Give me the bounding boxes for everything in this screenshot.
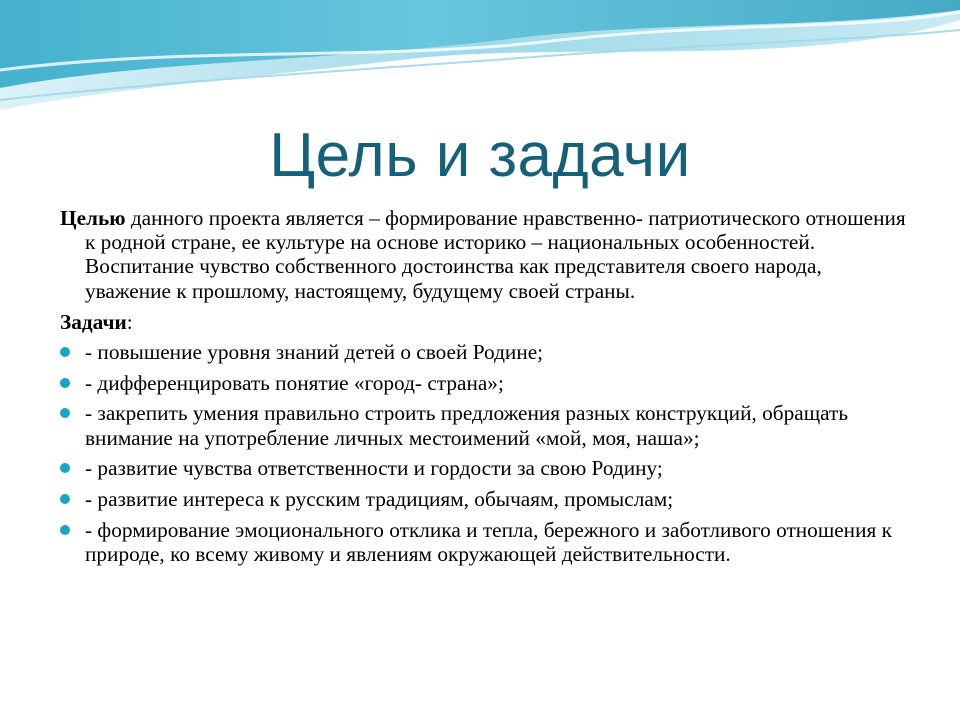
list-item: [60, 340, 910, 364]
goal-paragraph: [60, 206, 910, 303]
task-text: - развитие чувства ответственности и гордости за свою Родину;: [85, 456, 663, 481]
task-text: - повышение уровня знаний детей о своей Родине;: [85, 340, 544, 365]
bullet-dot-icon: [60, 378, 70, 388]
tasks-heading: [60, 310, 910, 334]
tasks-list: [60, 340, 910, 566]
list-item: [60, 487, 910, 511]
bullet-dot-icon: [60, 525, 70, 535]
goal-text: данного проекта является – формирование нравственно- патриотического отношения к родной стране, ее культуре на основе историко – национальных особенностей. Воспитание чувство собственного достоинства как представителя своего народа, уважение к прошлому, настоящему, будущему своей страны.: [85, 206, 906, 303]
list-item: [60, 401, 910, 449]
wave-decoration-icon: [0, 0, 960, 130]
tasks-heading-label: Задачи: [60, 309, 127, 334]
list-item: [60, 371, 910, 395]
slide-content: [60, 206, 910, 573]
task-text: - формирование эмоционального отклика и тепла, бережного и заботливого отношения к природе, ко всему живому и явлениям окружающей действительности.: [85, 517, 892, 566]
list-item: [60, 518, 910, 566]
tasks-heading-suffix: :: [126, 309, 133, 334]
list-item: [60, 456, 910, 480]
bullet-dot-icon: [60, 494, 70, 504]
bullet-dot-icon: [60, 463, 70, 473]
task-text: - дифференцировать понятие «город- страна»;: [85, 370, 504, 395]
bullet-dot-icon: [60, 347, 70, 357]
bullet-dot-icon: [60, 408, 70, 418]
goal-label: Целью: [60, 206, 126, 230]
task-text: - закрепить умения правильно строить предложения разных конструкций, обращать внимание на употребление личных местоимений «мой, моя, наша»;: [85, 401, 849, 450]
slide-title: Цель и задачи: [269, 121, 691, 190]
task-text: - развитие интереса к русским традициям, обычаям, промыслам;: [85, 487, 674, 512]
